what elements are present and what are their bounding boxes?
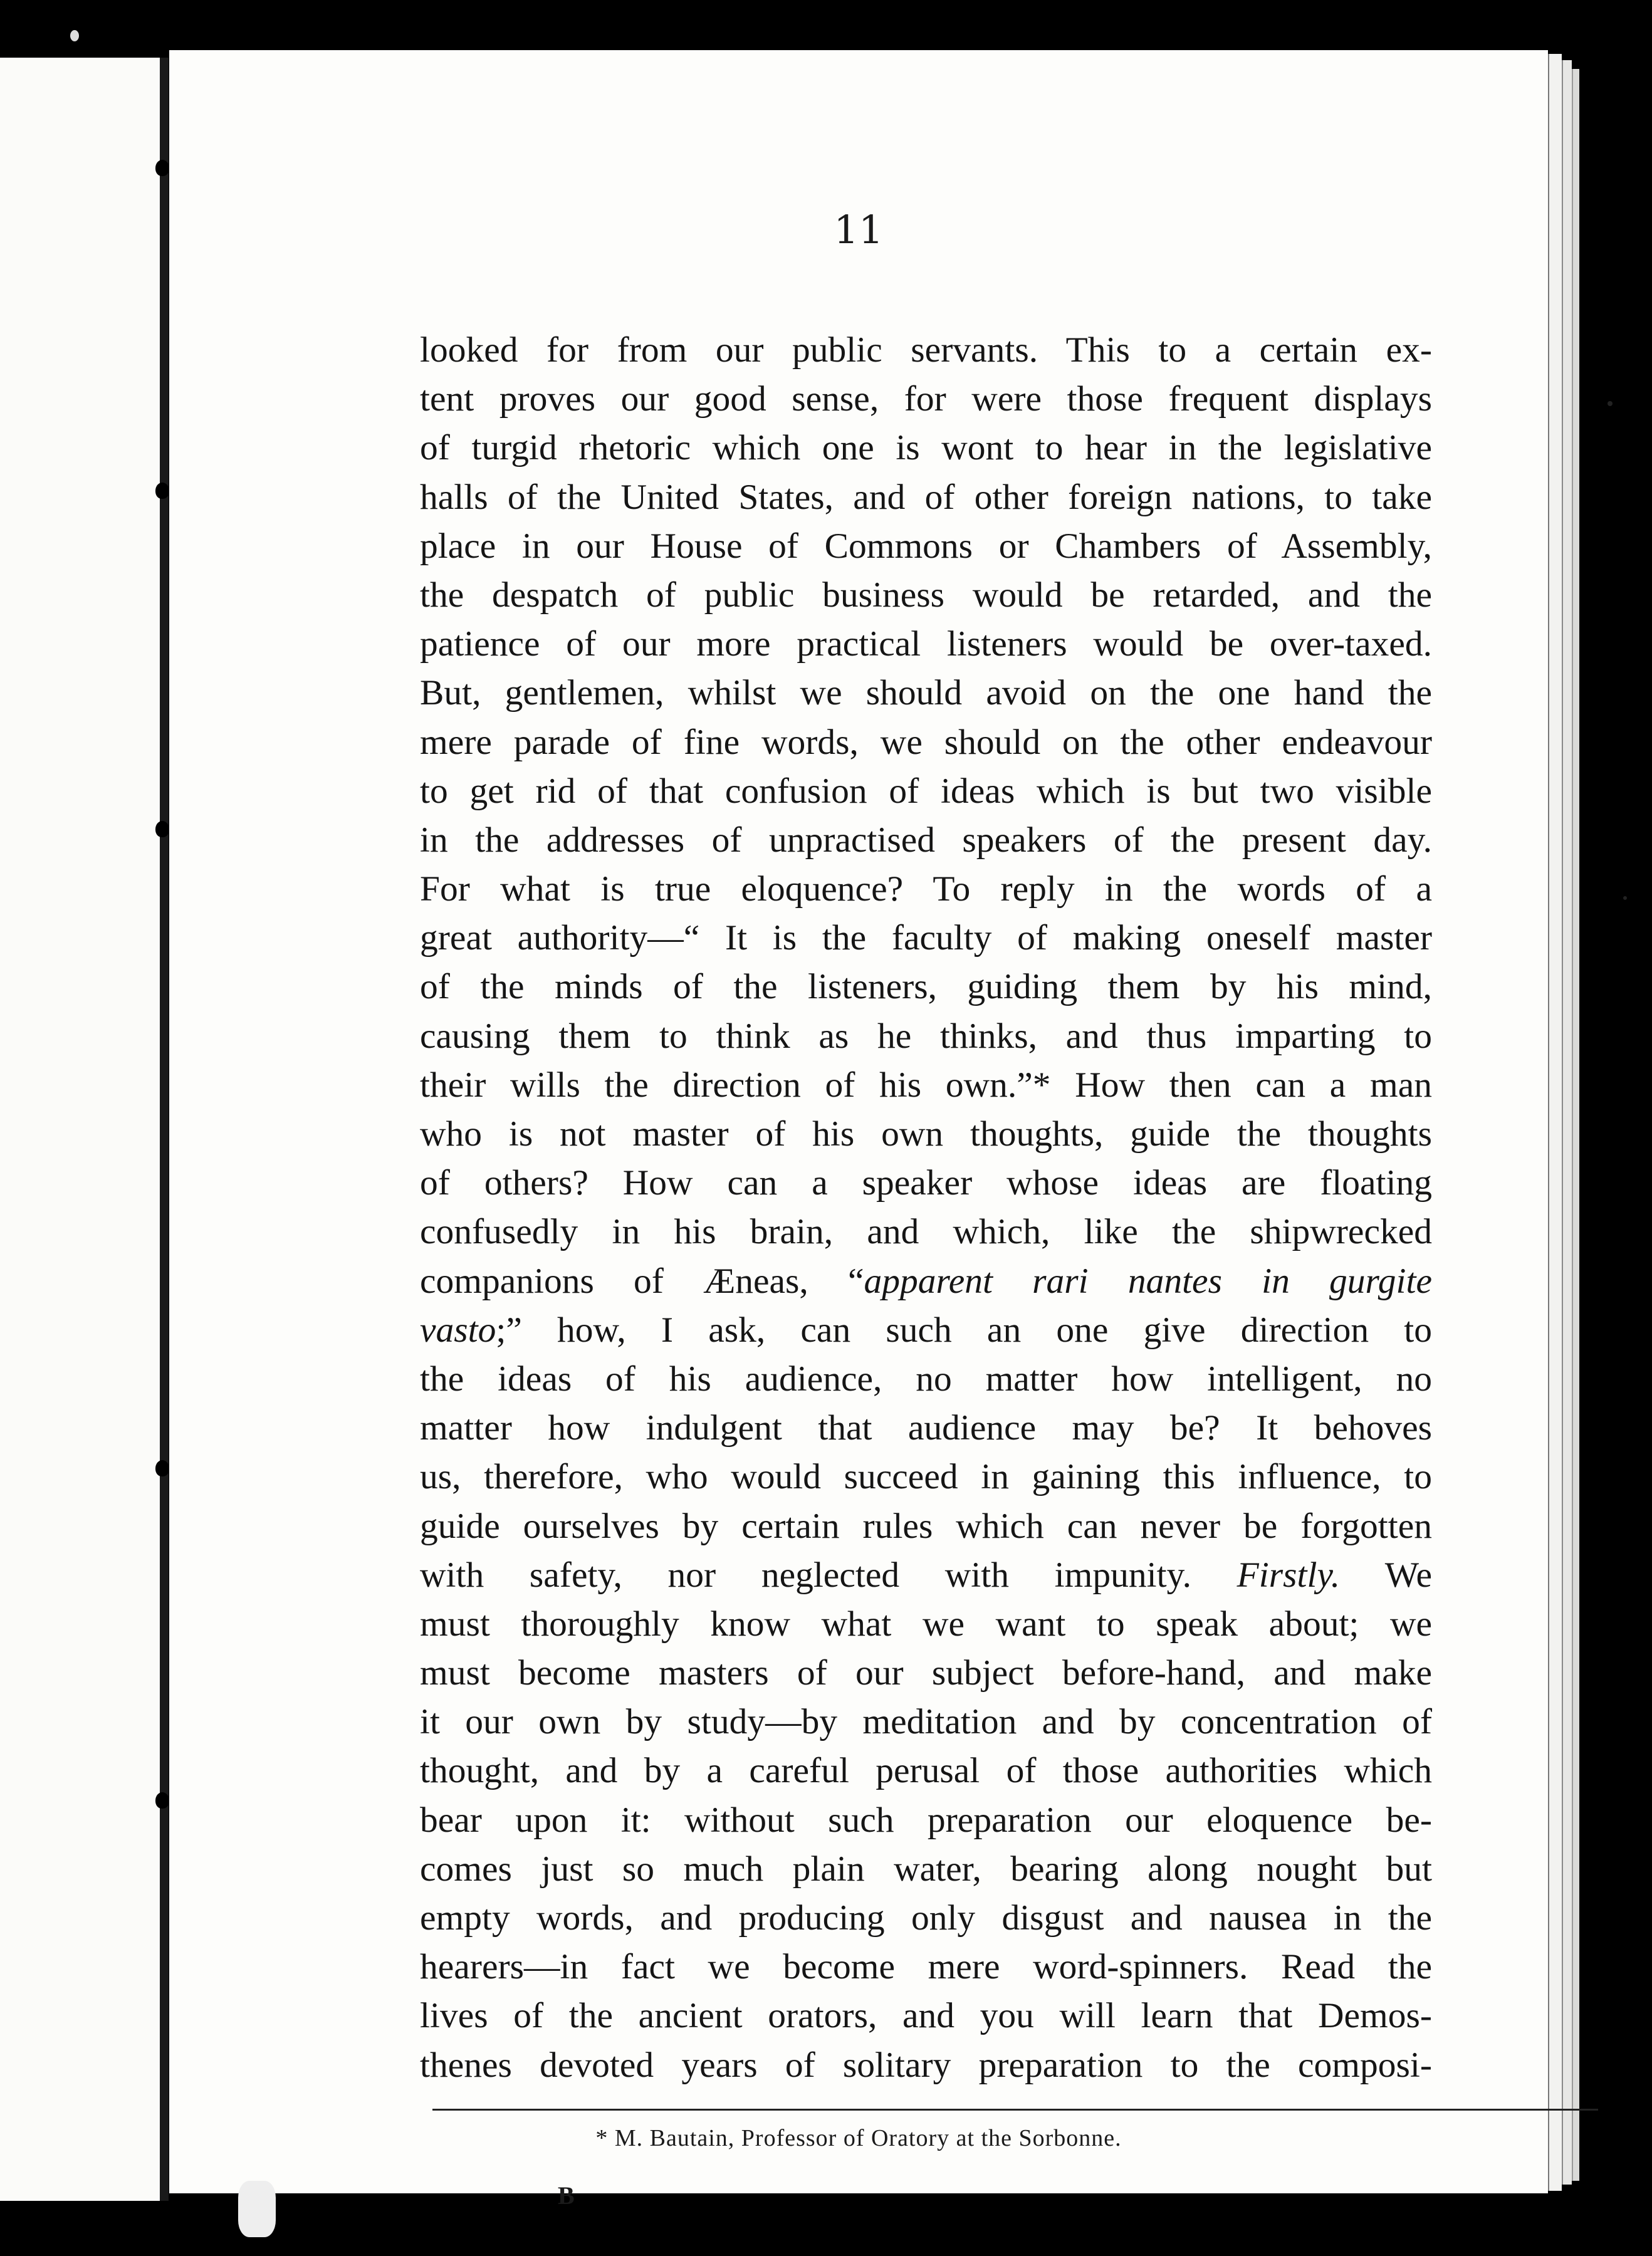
text-segment: companions of Æneas, “ [420, 1261, 864, 1301]
latin-quotation-end: vasto [420, 1310, 496, 1350]
latin-quotation: apparent rari nantes in gurgite [864, 1261, 1432, 1301]
text-line: empty words, and producing only disgust and nausea in the [420, 1898, 1432, 1938]
page-edge [1562, 60, 1572, 2185]
text-line: thought, and by a careful perusal of those authorities which [420, 1751, 1432, 1791]
binding-stitch [155, 160, 169, 176]
signature-mark: B [558, 2181, 575, 2210]
footnote-rule [432, 2109, 1598, 2111]
text-line: mere parade of fine words, we should on the other endeavour [420, 722, 1432, 762]
text-line: For what is true eloquence? To reply in the words of a [420, 869, 1432, 909]
text-line: halls of the United States, and of other foreign nations, to take [420, 477, 1432, 517]
book-page [169, 50, 1548, 2210]
text-line [420, 1551, 1432, 1600]
text-segment: with safety, nor neglected with impunity. [420, 1555, 1237, 1595]
text-line [420, 1257, 1432, 1306]
text-line: But, gentlemen, whilst we should avoid on the one hand the [420, 673, 1432, 713]
text-line: must become masters of our subject before-hand, and make [420, 1653, 1432, 1693]
footnote: * M. Bautain, Professor of Oratory at the Sorbonne. [595, 2125, 1122, 2151]
text-line: guide ourselves by certain rules which can never be forgotten [420, 1506, 1432, 1546]
text-line: looked for from our public servants. This to a certain ex- [420, 330, 1432, 370]
page-edge [1548, 54, 1562, 2191]
text-line: lives of the ancient orators, and you will learn that Demos- [420, 1996, 1432, 2036]
text-line: it our own by study—by meditation and by concentration of [420, 1702, 1432, 1742]
body-text [420, 326, 1432, 2090]
scan-speck [1608, 401, 1613, 406]
page-number: 11 [834, 207, 884, 253]
text-line: place in our House of Commons or Chambers of Assembly, [420, 526, 1432, 566]
text-line: confusedly in his brain, and which, like the shipwrecked [420, 1212, 1432, 1252]
text-line: the ideas of his audience, no matter how intelligent, no [420, 1359, 1432, 1399]
text-line: causing them to think as he thinks, and thus imparting to [420, 1016, 1432, 1056]
text-line: must thoroughly know what we want to speak about; we [420, 1604, 1432, 1644]
scan-speck [1623, 896, 1627, 900]
text-line: great authority—“ It is the faculty of making oneself master [420, 918, 1432, 958]
scan-speck [238, 2181, 276, 2237]
text-segment: ;” how, I ask, can such an one give direction to [496, 1310, 1432, 1350]
text-line: who is not master of his own thoughts, guide the thoughts [420, 1114, 1432, 1154]
text-line: to get rid of that confusion of ideas which is but two visible [420, 771, 1432, 811]
text-line: their wills the direction of his own.”* How then can a man [420, 1065, 1432, 1105]
text-segment: We [1340, 1555, 1432, 1595]
text-line: of turgid rhetoric which one is wont to hear in the legislative [420, 428, 1432, 468]
text-line: in the addresses of unpractised speakers of the present day. [420, 820, 1432, 860]
text-line: the despatch of public business would be retarded, and the [420, 575, 1432, 615]
binding-stitch [155, 821, 169, 837]
text-line: of others? How can a speaker whose ideas are floating [420, 1163, 1432, 1203]
text-line: of the minds of the listeners, guiding them by his mind, [420, 967, 1432, 1007]
text-line: patience of our more practical listeners would be over-taxed. [420, 624, 1432, 664]
page-edge [1572, 69, 1579, 2181]
binding-stitch [155, 483, 169, 499]
text-line: us, therefore, who would succeed in gaining this influence, to [420, 1457, 1432, 1497]
binding-stitch [155, 1792, 169, 1809]
text-line: hearers—in fact we become mere word-spinners. Read the [420, 1947, 1432, 1987]
text-line: tent proves our good sense, for were those frequent displays [420, 379, 1432, 419]
text-line [420, 1306, 1432, 1355]
text-line: thenes devoted years of solitary preparation to the composi- [420, 2045, 1432, 2085]
left-page-edge [0, 58, 164, 2201]
text-line: comes just so much plain water, bearing along nought but [420, 1849, 1432, 1889]
scan-speck [70, 30, 79, 41]
emphasis-firstly: Firstly. [1236, 1555, 1341, 1595]
book-gutter [160, 58, 169, 2201]
text-line: matter how indulgent that audience may be? It behoves [420, 1408, 1432, 1448]
binding-stitch [155, 1460, 169, 1476]
text-line: bear upon it: without such preparation our eloquence be- [420, 1800, 1432, 1840]
